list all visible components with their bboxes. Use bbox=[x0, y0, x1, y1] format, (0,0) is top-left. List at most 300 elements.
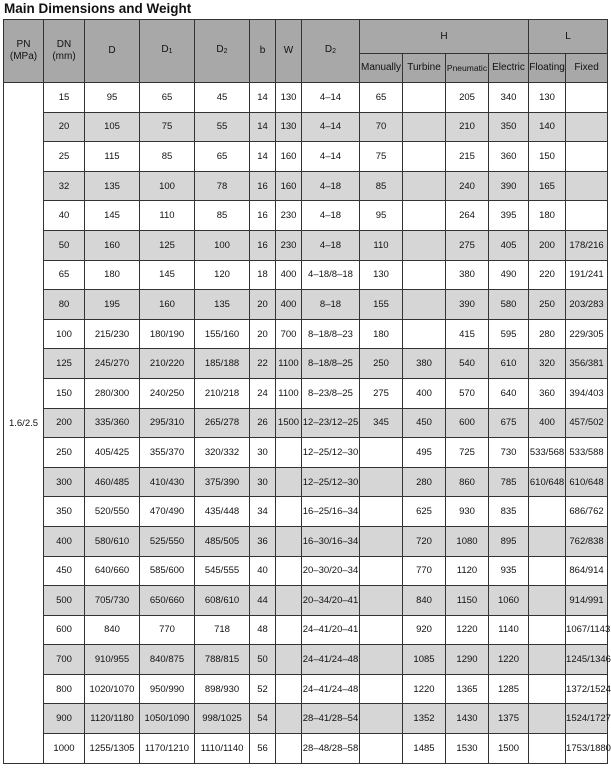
cell-floating: 250 bbox=[529, 290, 566, 320]
cell-pneumatic: 860 bbox=[446, 467, 489, 497]
cell-w bbox=[276, 526, 302, 556]
cell-manually bbox=[360, 526, 403, 556]
cell-fixed: 1245/1346 bbox=[566, 645, 608, 675]
cell-d2: 210/218 bbox=[195, 378, 250, 408]
cell-bolts: 12–23/12–25 bbox=[302, 408, 360, 438]
cell-bolts: 4–14 bbox=[302, 83, 360, 113]
cell-w: 1100 bbox=[276, 378, 302, 408]
cell-d: 460/485 bbox=[85, 467, 140, 497]
cell-d1: 210/220 bbox=[140, 349, 195, 379]
cell-bolts: 8–18 bbox=[302, 290, 360, 320]
cell-d2: 898/930 bbox=[195, 674, 250, 704]
table-row bbox=[4, 497, 608, 527]
cell-turbine: 1220 bbox=[403, 674, 446, 704]
cell-w: 1100 bbox=[276, 349, 302, 379]
cell-fixed: 356/381 bbox=[566, 349, 608, 379]
table-row bbox=[4, 83, 608, 113]
cell-dn: 350 bbox=[44, 497, 85, 527]
cell-d2: 608/610 bbox=[195, 586, 250, 616]
cell-dn: 200 bbox=[44, 408, 85, 438]
cell-floating: 180 bbox=[529, 201, 566, 231]
cell-d: 405/425 bbox=[85, 438, 140, 468]
header-w: W bbox=[276, 20, 302, 83]
cell-electric: 730 bbox=[489, 438, 529, 468]
cell-manually bbox=[360, 704, 403, 734]
cell-fixed: 533/588 bbox=[566, 438, 608, 468]
cell-electric: 610 bbox=[489, 349, 529, 379]
cell-electric: 785 bbox=[489, 467, 529, 497]
cell-turbine bbox=[403, 290, 446, 320]
cell-dn: 700 bbox=[44, 645, 85, 675]
cell-bolts: 8–18/8–25 bbox=[302, 349, 360, 379]
cell-manually: 70 bbox=[360, 112, 403, 142]
cell-turbine: 400 bbox=[403, 378, 446, 408]
cell-manually bbox=[360, 467, 403, 497]
cell-fixed: 457/502 bbox=[566, 408, 608, 438]
table-row bbox=[4, 142, 608, 172]
cell-d1: 950/990 bbox=[140, 674, 195, 704]
cell-d: 520/550 bbox=[85, 497, 140, 527]
table-row bbox=[4, 704, 608, 734]
cell-w bbox=[276, 586, 302, 616]
cell-pneumatic: 1120 bbox=[446, 556, 489, 586]
cell-bolts: 12–25/12–30 bbox=[302, 467, 360, 497]
header-h-turbine: Turbine bbox=[403, 54, 446, 83]
cell-manually bbox=[360, 615, 403, 645]
cell-pneumatic: 1530 bbox=[446, 734, 489, 764]
cell-d2: 998/1025 bbox=[195, 704, 250, 734]
cell-floating: 610/648 bbox=[529, 467, 566, 497]
cell-electric: 675 bbox=[489, 408, 529, 438]
cell-d: 115 bbox=[85, 142, 140, 172]
cell-d2: 78 bbox=[195, 171, 250, 201]
cell-floating: 320 bbox=[529, 349, 566, 379]
cell-fixed: 762/838 bbox=[566, 526, 608, 556]
cell-bolts: 4–14 bbox=[302, 142, 360, 172]
cell-pneumatic: 1290 bbox=[446, 645, 489, 675]
cell-w bbox=[276, 674, 302, 704]
cell-electric: 1220 bbox=[489, 645, 529, 675]
cell-pneumatic: 540 bbox=[446, 349, 489, 379]
cell-d2: 718 bbox=[195, 615, 250, 645]
cell-w: 230 bbox=[276, 201, 302, 231]
table-row bbox=[4, 349, 608, 379]
cell-d1: 75 bbox=[140, 112, 195, 142]
cell-floating: 140 bbox=[529, 112, 566, 142]
cell-d2: 100 bbox=[195, 230, 250, 260]
cell-turbine: 1352 bbox=[403, 704, 446, 734]
cell-electric: 1375 bbox=[489, 704, 529, 734]
cell-electric: 595 bbox=[489, 319, 529, 349]
cell-w bbox=[276, 438, 302, 468]
table-row bbox=[4, 438, 608, 468]
cell-d: 160 bbox=[85, 230, 140, 260]
cell-electric: 360 bbox=[489, 142, 529, 172]
cell-floating: 165 bbox=[529, 171, 566, 201]
cell-d2: 45 bbox=[195, 83, 250, 113]
cell-floating: 280 bbox=[529, 319, 566, 349]
cell-d1: 650/660 bbox=[140, 586, 195, 616]
cell-floating: 400 bbox=[529, 408, 566, 438]
cell-dn: 25 bbox=[44, 142, 85, 172]
cell-turbine: 840 bbox=[403, 586, 446, 616]
cell-bolts: 28–48/28–58 bbox=[302, 734, 360, 764]
cell-b: 34 bbox=[250, 497, 276, 527]
cell-d: 1255/1305 bbox=[85, 734, 140, 764]
cell-dn: 1000 bbox=[44, 734, 85, 764]
cell-b: 14 bbox=[250, 142, 276, 172]
cell-d2: 265/278 bbox=[195, 408, 250, 438]
cell-turbine: 920 bbox=[403, 615, 446, 645]
cell-b: 26 bbox=[250, 408, 276, 438]
cell-d2: 155/160 bbox=[195, 319, 250, 349]
cell-fixed: 1372/1524 bbox=[566, 674, 608, 704]
cell-turbine bbox=[403, 83, 446, 113]
cell-floating: 360 bbox=[529, 378, 566, 408]
cell-manually: 85 bbox=[360, 171, 403, 201]
cell-turbine: 380 bbox=[403, 349, 446, 379]
cell-d: 95 bbox=[85, 83, 140, 113]
header-h-group: H bbox=[360, 20, 529, 54]
cell-w: 160 bbox=[276, 171, 302, 201]
cell-pneumatic: 600 bbox=[446, 408, 489, 438]
header-d2: D2 bbox=[195, 20, 250, 83]
cell-manually bbox=[360, 734, 403, 764]
cell-d1: 240/250 bbox=[140, 378, 195, 408]
cell-pneumatic: 240 bbox=[446, 171, 489, 201]
cell-manually bbox=[360, 438, 403, 468]
cell-d: 280/300 bbox=[85, 378, 140, 408]
cell-d2: 485/505 bbox=[195, 526, 250, 556]
pn-cell: 1.6/2.5 bbox=[4, 83, 44, 764]
cell-bolts: 12–25/12–30 bbox=[302, 438, 360, 468]
cell-d2: 135 bbox=[195, 290, 250, 320]
header-h-manually: Manually bbox=[360, 54, 403, 83]
cell-dn: 15 bbox=[44, 83, 85, 113]
cell-w: 700 bbox=[276, 319, 302, 349]
cell-d2: 55 bbox=[195, 112, 250, 142]
dimensions-table bbox=[3, 19, 611, 764]
cell-d1: 525/550 bbox=[140, 526, 195, 556]
cell-bolts: 24–41/24–48 bbox=[302, 674, 360, 704]
cell-d1: 160 bbox=[140, 290, 195, 320]
cell-w bbox=[276, 556, 302, 586]
cell-b: 50 bbox=[250, 645, 276, 675]
cell-bolts: 16–25/16–34 bbox=[302, 497, 360, 527]
cell-d2: 545/555 bbox=[195, 556, 250, 586]
cell-w: 130 bbox=[276, 83, 302, 113]
table-row bbox=[4, 260, 608, 290]
cell-bolts: 4–18/8–18 bbox=[302, 260, 360, 290]
cell-d1: 585/600 bbox=[140, 556, 195, 586]
cell-dn: 125 bbox=[44, 349, 85, 379]
cell-d: 215/230 bbox=[85, 319, 140, 349]
cell-dn: 40 bbox=[44, 201, 85, 231]
cell-bolts: 4–18 bbox=[302, 230, 360, 260]
cell-manually: 75 bbox=[360, 142, 403, 172]
cell-manually bbox=[360, 674, 403, 704]
cell-d1: 180/190 bbox=[140, 319, 195, 349]
cell-dn: 600 bbox=[44, 615, 85, 645]
cell-electric: 395 bbox=[489, 201, 529, 231]
cell-turbine bbox=[403, 142, 446, 172]
cell-b: 36 bbox=[250, 526, 276, 556]
cell-bolts: 4–18 bbox=[302, 171, 360, 201]
cell-b: 30 bbox=[250, 438, 276, 468]
page-title: Main Dimensions and Weight bbox=[4, 1, 192, 16]
cell-b: 56 bbox=[250, 734, 276, 764]
cell-b: 40 bbox=[250, 556, 276, 586]
cell-turbine: 280 bbox=[403, 467, 446, 497]
cell-turbine bbox=[403, 230, 446, 260]
cell-dn: 50 bbox=[44, 230, 85, 260]
cell-electric: 1500 bbox=[489, 734, 529, 764]
cell-dn: 450 bbox=[44, 556, 85, 586]
cell-fixed: 203/283 bbox=[566, 290, 608, 320]
cell-fixed: 394/403 bbox=[566, 378, 608, 408]
table-row bbox=[4, 586, 608, 616]
cell-d2: 320/332 bbox=[195, 438, 250, 468]
cell-fixed: 864/914 bbox=[566, 556, 608, 586]
cell-electric: 405 bbox=[489, 230, 529, 260]
cell-d1: 355/370 bbox=[140, 438, 195, 468]
cell-dn: 300 bbox=[44, 467, 85, 497]
cell-d1: 840/875 bbox=[140, 645, 195, 675]
cell-floating: 150 bbox=[529, 142, 566, 172]
cell-bolts: 24–41/24–48 bbox=[302, 645, 360, 675]
cell-w bbox=[276, 467, 302, 497]
cell-d2: 85 bbox=[195, 201, 250, 231]
cell-b: 14 bbox=[250, 112, 276, 142]
cell-manually: 275 bbox=[360, 378, 403, 408]
cell-pneumatic: 1150 bbox=[446, 586, 489, 616]
cell-bolts: 8–18/8–23 bbox=[302, 319, 360, 349]
cell-d: 910/955 bbox=[85, 645, 140, 675]
cell-w: 400 bbox=[276, 290, 302, 320]
cell-b: 16 bbox=[250, 230, 276, 260]
cell-w bbox=[276, 734, 302, 764]
table-row bbox=[4, 378, 608, 408]
cell-dn: 65 bbox=[44, 260, 85, 290]
cell-pneumatic: 264 bbox=[446, 201, 489, 231]
cell-dn: 500 bbox=[44, 586, 85, 616]
cell-turbine: 720 bbox=[403, 526, 446, 556]
cell-pneumatic: 1080 bbox=[446, 526, 489, 556]
cell-floating bbox=[529, 645, 566, 675]
cell-w: 230 bbox=[276, 230, 302, 260]
header-h-pneumatic: Pneumatic bbox=[446, 54, 489, 83]
cell-fixed bbox=[566, 171, 608, 201]
cell-d: 840 bbox=[85, 615, 140, 645]
header-l-group: L bbox=[529, 20, 608, 54]
cell-manually: 180 bbox=[360, 319, 403, 349]
cell-fixed: 1753/1880 bbox=[566, 734, 608, 764]
cell-electric: 1060 bbox=[489, 586, 529, 616]
cell-dn: 150 bbox=[44, 378, 85, 408]
cell-b: 18 bbox=[250, 260, 276, 290]
cell-bolts: 4–14 bbox=[302, 112, 360, 142]
header-h-electric: Electric bbox=[489, 54, 529, 83]
cell-d1: 470/490 bbox=[140, 497, 195, 527]
cell-fixed: 178/216 bbox=[566, 230, 608, 260]
cell-bolts: 24–41/20–41 bbox=[302, 615, 360, 645]
cell-d: 105 bbox=[85, 112, 140, 142]
cell-electric: 340 bbox=[489, 83, 529, 113]
cell-electric: 1285 bbox=[489, 674, 529, 704]
cell-dn: 32 bbox=[44, 171, 85, 201]
cell-bolts: 28–41/28–54 bbox=[302, 704, 360, 734]
header-l-fixed: Fixed bbox=[566, 54, 608, 83]
cell-d2: 120 bbox=[195, 260, 250, 290]
cell-d1: 1050/1090 bbox=[140, 704, 195, 734]
cell-turbine bbox=[403, 112, 446, 142]
cell-pneumatic: 415 bbox=[446, 319, 489, 349]
cell-b: 16 bbox=[250, 201, 276, 231]
cell-d1: 110 bbox=[140, 201, 195, 231]
cell-b: 48 bbox=[250, 615, 276, 645]
table-row bbox=[4, 734, 608, 764]
cell-pneumatic: 390 bbox=[446, 290, 489, 320]
cell-d: 580/610 bbox=[85, 526, 140, 556]
cell-manually: 110 bbox=[360, 230, 403, 260]
cell-b: 44 bbox=[250, 586, 276, 616]
cell-w: 1500 bbox=[276, 408, 302, 438]
cell-d: 705/730 bbox=[85, 586, 140, 616]
cell-manually bbox=[360, 586, 403, 616]
cell-d1: 145 bbox=[140, 260, 195, 290]
cell-d: 1120/1180 bbox=[85, 704, 140, 734]
cell-d: 195 bbox=[85, 290, 140, 320]
cell-b: 54 bbox=[250, 704, 276, 734]
cell-floating bbox=[529, 526, 566, 556]
table-body bbox=[4, 83, 611, 764]
cell-fixed bbox=[566, 112, 608, 142]
cell-pneumatic: 1365 bbox=[446, 674, 489, 704]
cell-floating bbox=[529, 704, 566, 734]
cell-fixed bbox=[566, 83, 608, 113]
cell-floating: 220 bbox=[529, 260, 566, 290]
cell-dn: 80 bbox=[44, 290, 85, 320]
cell-bolts: 16–30/16–34 bbox=[302, 526, 360, 556]
cell-d: 640/660 bbox=[85, 556, 140, 586]
cell-fixed: 1067/1143 bbox=[566, 615, 608, 645]
cell-dn: 20 bbox=[44, 112, 85, 142]
table-row bbox=[4, 112, 608, 142]
cell-fixed: 610/648 bbox=[566, 467, 608, 497]
cell-turbine: 1485 bbox=[403, 734, 446, 764]
cell-d1: 1170/1210 bbox=[140, 734, 195, 764]
header-pn: PN (MPa) bbox=[4, 20, 44, 83]
table-row bbox=[4, 645, 608, 675]
cell-pneumatic: 725 bbox=[446, 438, 489, 468]
cell-b: 22 bbox=[250, 349, 276, 379]
cell-floating bbox=[529, 615, 566, 645]
header-d: D bbox=[85, 20, 140, 83]
cell-electric: 490 bbox=[489, 260, 529, 290]
cell-electric: 1140 bbox=[489, 615, 529, 645]
cell-manually: 155 bbox=[360, 290, 403, 320]
cell-bolts: 20–34/20–41 bbox=[302, 586, 360, 616]
cell-manually: 130 bbox=[360, 260, 403, 290]
cell-b: 20 bbox=[250, 319, 276, 349]
cell-fixed bbox=[566, 201, 608, 231]
table-row bbox=[4, 290, 608, 320]
cell-turbine bbox=[403, 201, 446, 231]
cell-d2: 185/188 bbox=[195, 349, 250, 379]
table-row bbox=[4, 467, 608, 497]
cell-bolts: 4–18 bbox=[302, 201, 360, 231]
cell-turbine: 450 bbox=[403, 408, 446, 438]
cell-pneumatic: 215 bbox=[446, 142, 489, 172]
cell-d1: 770 bbox=[140, 615, 195, 645]
cell-b: 30 bbox=[250, 467, 276, 497]
cell-pneumatic: 1220 bbox=[446, 615, 489, 645]
cell-pneumatic: 275 bbox=[446, 230, 489, 260]
cell-floating bbox=[529, 556, 566, 586]
cell-floating: 200 bbox=[529, 230, 566, 260]
cell-d: 180 bbox=[85, 260, 140, 290]
table-row bbox=[4, 526, 608, 556]
cell-fixed: 191/241 bbox=[566, 260, 608, 290]
cell-electric: 390 bbox=[489, 171, 529, 201]
cell-w bbox=[276, 645, 302, 675]
header-b: b bbox=[250, 20, 276, 83]
header-l-floating: Floating bbox=[529, 54, 566, 83]
cell-pneumatic: 930 bbox=[446, 497, 489, 527]
cell-electric: 350 bbox=[489, 112, 529, 142]
cell-electric: 835 bbox=[489, 497, 529, 527]
table-header bbox=[4, 20, 608, 83]
cell-bolts: 8–23/8–25 bbox=[302, 378, 360, 408]
table-row bbox=[4, 674, 608, 704]
cell-fixed bbox=[566, 142, 608, 172]
cell-manually: 65 bbox=[360, 83, 403, 113]
cell-w bbox=[276, 704, 302, 734]
cell-pneumatic: 380 bbox=[446, 260, 489, 290]
cell-dn: 800 bbox=[44, 674, 85, 704]
table-row bbox=[4, 319, 608, 349]
cell-floating bbox=[529, 586, 566, 616]
cell-floating bbox=[529, 497, 566, 527]
header-d1: D1 bbox=[140, 20, 195, 83]
cell-manually: 95 bbox=[360, 201, 403, 231]
header-bolt-d2: D2 bbox=[302, 20, 360, 83]
table-row bbox=[4, 171, 608, 201]
cell-electric: 895 bbox=[489, 526, 529, 556]
cell-w: 160 bbox=[276, 142, 302, 172]
cell-d2: 435/448 bbox=[195, 497, 250, 527]
cell-fixed: 1524/1727 bbox=[566, 704, 608, 734]
cell-d: 1020/1070 bbox=[85, 674, 140, 704]
cell-b: 20 bbox=[250, 290, 276, 320]
cell-manually: 250 bbox=[360, 349, 403, 379]
cell-d2: 375/390 bbox=[195, 467, 250, 497]
cell-d1: 410/430 bbox=[140, 467, 195, 497]
cell-turbine bbox=[403, 260, 446, 290]
cell-fixed: 686/762 bbox=[566, 497, 608, 527]
cell-manually bbox=[360, 645, 403, 675]
cell-d2: 65 bbox=[195, 142, 250, 172]
cell-electric: 935 bbox=[489, 556, 529, 586]
cell-dn: 400 bbox=[44, 526, 85, 556]
cell-pneumatic: 1430 bbox=[446, 704, 489, 734]
cell-w: 400 bbox=[276, 260, 302, 290]
cell-dn: 900 bbox=[44, 704, 85, 734]
cell-d1: 100 bbox=[140, 171, 195, 201]
cell-b: 16 bbox=[250, 171, 276, 201]
cell-d1: 85 bbox=[140, 142, 195, 172]
cell-fixed: 229/305 bbox=[566, 319, 608, 349]
